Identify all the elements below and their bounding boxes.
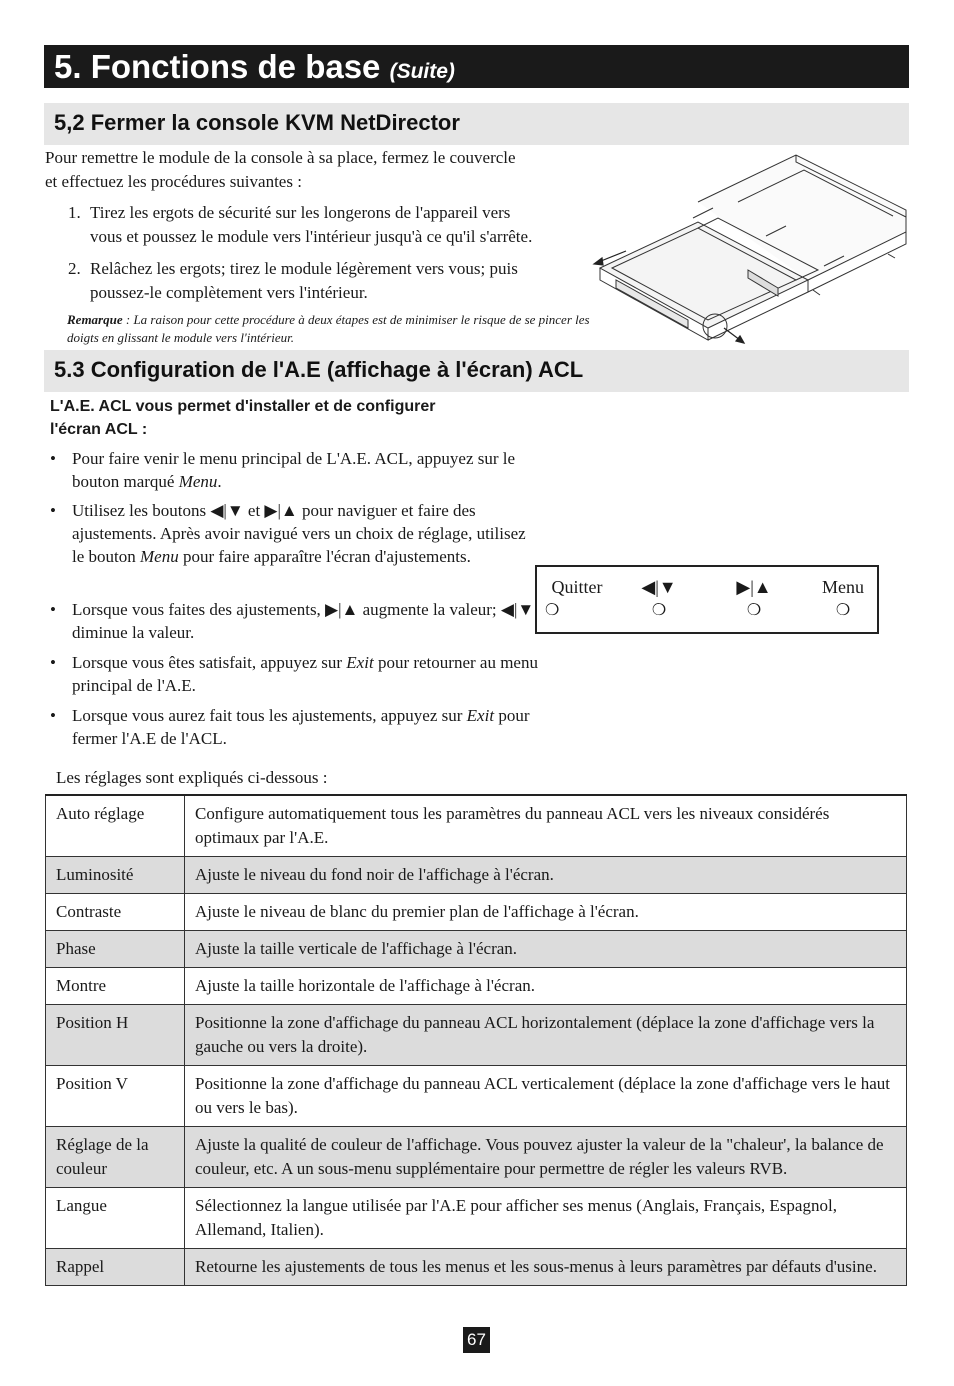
section2-lead [50,395,435,441]
bullet-text [72,598,542,644]
table-row [46,857,907,894]
exit-key-label: Quitter [551,577,603,597]
step-item-1 [68,201,593,251]
bullet-emphasis: Exit [346,653,374,672]
menu-key-circle-icon: ❍ [835,602,851,619]
table-row [46,894,907,931]
table-row [46,1127,907,1188]
bullet-text-part: Utilisez les boutons ◀|▼ et ▶|▲ pour naviguer et faire des ajustements. Après avoir navigué vers un choix de réglage, utilisez le bouton [72,501,526,566]
right-up-key [732,577,776,620]
note [67,311,592,347]
bullet-text-part: pour retourner au menu principal de l'A.E. [72,653,538,695]
setting-name: Luminosité [46,857,185,894]
setting-description: Ajuste le niveau de blanc du premier plan de l'affichage à l'écran. [185,894,907,931]
bullet-text-part: Pour faire venir le menu principal de L'A.E. ACL, appuyez sur le bouton marqué [72,449,516,491]
page-number: 67 [463,1327,490,1353]
page-title-suffix: (Suite) [389,60,455,83]
table-row [46,1249,907,1286]
setting-name: Rappel [46,1249,185,1286]
setting-name: Contraste [46,894,185,931]
setting-description: Ajuste la taille horizontale de l'affichage à l'écran. [185,968,907,1005]
bullet-text-part: Lorsque vous faites des ajustements, ▶|▲ augmente la valeur; ◀|▼ diminue la valeur. [72,600,535,642]
setting-description: Positionne la zone d'affichage du panneau ACL horizontalement (déplace la zone d'affichage vers la gauche ou vers la droite). [185,1005,907,1066]
intro-line-1: Pour remettre le module de la console à sa place, fermez le couvercle [45,148,516,167]
page-title-bar [44,45,909,88]
step-line: Tirez les ergots de sécurité sur les longerons de l'appareil vers [90,203,511,222]
setting-description: Ajuste la taille verticale de l'affichage à l'écran. [185,931,907,968]
table-row [46,968,907,1005]
setting-description: Positionne la zone d'affichage du panneau ACL verticalement (déplace la zone d'affichage vers le haut ou vers le bas). [185,1066,907,1127]
exit-key [545,577,609,620]
table-row [46,931,907,968]
menu-key [817,577,869,620]
bullet-emphasis: Menu [178,472,218,491]
bullet-dot: • [50,600,56,619]
bullet-text [72,651,542,697]
step-item-2 [68,257,593,307]
setting-name: Position H [46,1005,185,1066]
bullet-text-part: Lorsque vous êtes satisfait, appuyez sur [72,653,347,672]
step-line: vous et poussez le module vers l'intérieur jusqu'à ce qu'il s'arrête. [90,227,533,246]
bullet-text-part: Lorsque vous aurez fait tous les ajustements, appuyez sur [72,706,467,725]
bullet-dot: • [50,449,56,468]
section-heading-text: 5,2 Fermer la console KVM NetDirector [54,110,460,135]
table-row [46,795,907,857]
note-text: : La raison pour cette procédure à deux étapes est de minimiser le risque de se pincer les doigts en glissant le module vers l'intérieur. [67,312,590,345]
left-down-key [637,577,681,620]
bullet-emphasis: Menu [140,547,179,566]
setting-description: Retourne les ajustements de tous les menus et les sous-menus à leurs paramètres par défauts d'usine. [185,1249,907,1286]
osd-button-panel [535,565,879,634]
settings-table [45,794,907,1286]
step-line: poussez-le complètement vers l'intérieur. [90,283,368,302]
setting-name: Phase [46,931,185,968]
setting-name: Montre [46,968,185,1005]
setting-description: Ajuste la qualité de couleur de l'affichage. Vous pouvez ajuster la valeur de la "chaleur', la balance de couleur, etc. A un sous-menu supplémentaire pour permettre de régler les valeurs RVB. [185,1127,907,1188]
setting-name: Réglage de la couleur [46,1127,185,1188]
bullet-emphasis: Exit [466,706,495,725]
table-row [46,1066,907,1127]
bullet-dot: • [50,501,56,520]
kvm-console-illustration [588,150,913,350]
setting-description: Sélectionnez la langue utilisée par l'A.E pour afficher ses menus (Anglais, Français, Espagnol, Allemand, Italien). [185,1188,907,1249]
left-down-key-circle-icon: ❍ [651,602,667,619]
bullet-text-part: pour fermer l'A.E de l'ACL. [72,706,530,748]
right-up-key-circle-icon: ❍ [746,602,762,619]
settings-table-body [46,795,907,1286]
bullet-dot: • [50,653,56,672]
setting-name: Langue [46,1188,185,1249]
bullet-text [72,499,542,568]
table-intro: Les réglages sont expliqués ci-dessous : [56,768,328,787]
table-row [46,1005,907,1066]
section1-intro [45,146,516,193]
bullet-text-part: . [217,472,222,491]
bullet-text-part: pour faire apparaître l'écran d'ajustements. [178,547,471,566]
lead-line-2: l'écran ACL : [50,421,148,438]
step-line: Relâchez les ergots; tirez le module légèrement vers vous; puis [90,259,518,278]
right-up-key-label: ▶|▲ [736,577,772,597]
section-heading-close-console [44,103,909,145]
setting-description: Configure automatiquement tous les paramètres du panneau ACL vers les niveaux considérés optimaux par l'A.E. [185,795,907,857]
section-heading-text: 5.3 Configuration de l'A.E (affichage à l'écran) ACL [54,357,584,382]
setting-name: Auto réglage [46,795,185,857]
lead-line-1: L'A.E. ACL vous permet d'installer et de configurer [50,398,436,415]
bullet-text [72,447,542,493]
left-down-key-label: ◀|▼ [641,577,677,597]
note-label: Remarque [67,312,123,327]
exit-key-circle-icon: ❍ [545,602,560,619]
page-title-text: 5. Fonctions de base [54,48,381,85]
step-number: 1. [68,203,81,222]
intro-line-2: et effectuez les procédures suivantes : [45,171,302,191]
table-row [46,1188,907,1249]
bullet-dot: • [50,706,56,725]
menu-key-label: Menu [822,577,864,597]
setting-name: Position V [46,1066,185,1127]
page-title [54,47,455,92]
section-heading-osd-config [44,350,909,392]
bullet-text [72,704,542,750]
step-number: 2. [68,259,81,278]
setting-description: Ajuste le niveau du fond noir de l'affichage à l'écran. [185,857,907,894]
